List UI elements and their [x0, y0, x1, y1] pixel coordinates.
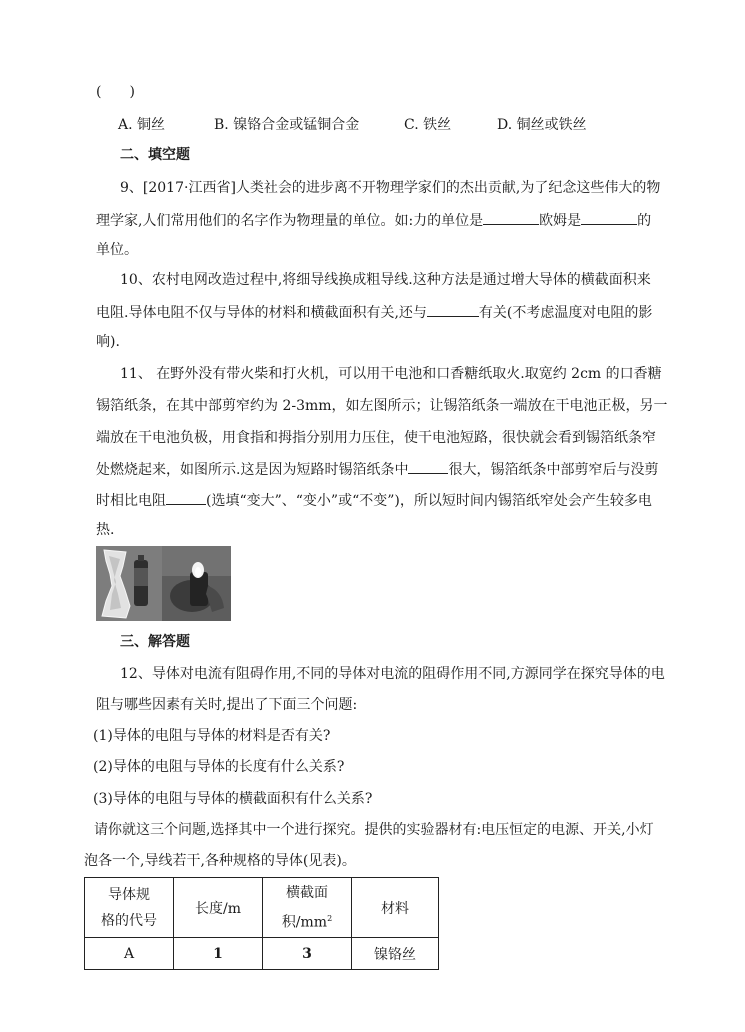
q10-line-2 [96, 302, 652, 323]
q9-text-a: 理学家,人们常用他们的名字作为物理量的单位。如:力的单位是 [96, 213, 484, 229]
table-header-row [85, 878, 439, 938]
q9-blank-1[interactable] [483, 210, 539, 225]
q11-text-b: 很大，锡箔纸条中部剪窄后与没剪 [448, 462, 659, 478]
q9-line-1: 9、[2017·江西省]人类社会的进步离不开物理学家们的杰出贡献,为了纪念这些伟大的物 [120, 180, 661, 196]
header-code-line-2: 格的代号 [101, 912, 157, 929]
q11-blank-2[interactable] [166, 490, 206, 505]
q10-line-1: 10、农村电网改造过程中,将细导线换成粗导线.这种方法是通过增大导体的横截面积来 [120, 272, 651, 288]
header-area-line-1: 横截面 [286, 884, 328, 901]
header-material: 材料 [352, 878, 439, 938]
q9-text-c: 的 [637, 213, 652, 229]
q12-line-2: 阻与哪些因素有关时,提出了下面三个问题: [96, 697, 358, 713]
header-length: 长度/m [174, 878, 263, 938]
answer-bracket: ( ) [96, 84, 135, 100]
burning-tinfoil-image [162, 546, 231, 621]
q11-text-d: (选填“变大”、“变小”或“不变”)，所以短时间内锡箔纸窄处会产生较多电 [206, 493, 652, 509]
header-area-line-2 [267, 906, 347, 936]
q11-line-3: 端放在干电池负极，用食指和拇指分别用力压住，使干电池短路，很快就会看到锡箔纸条窄 [96, 430, 656, 446]
conductor-spec-table [84, 877, 439, 970]
q11-text-a: 处燃烧起来，如图所示.这是因为短路时锡箔纸条中 [96, 462, 409, 478]
q12-subquestion-1: (1)导体的电阻与导体的材料是否有关? [93, 728, 331, 744]
cell-code: A [85, 938, 174, 970]
q12-subquestion-2: (2)导体的电阻与导体的长度有什么关系? [93, 759, 345, 775]
q10-blank-1[interactable] [427, 302, 479, 317]
tinfoil-strip-photo [96, 546, 162, 621]
q11-line-6: 热. [96, 522, 115, 538]
q12-line-3: 请你就这三个问题,选择其中一个进行探究。提供的实验器材有:电压恒定的电源、开关,小灯 [94, 822, 654, 838]
q11-line-1: 11、 在野外没有带火柴和打火机，可以用干电池和口香糖纸取火.取宽约 2cm 的口香糖 [120, 366, 662, 382]
header-area [263, 878, 352, 938]
q12-line-4: 泡各一个,导线若干,各种规格的导体(见表)。 [84, 853, 356, 869]
option-b: B. 镍铬合金或锰铜合金 [214, 117, 360, 133]
q11-line-2: 锡箔纸条，在其中部剪窄约为 2-3mm，如左图所示；让锡箔纸条一端放在干电池正极，另一 [96, 398, 668, 414]
burning-tinfoil-photo [162, 546, 231, 621]
q9-line-3: 单位。 [96, 242, 138, 258]
q9-blank-2[interactable] [581, 210, 637, 225]
q10-line-3: 响). [96, 334, 120, 350]
cell-material: 镍铬丝 [352, 938, 439, 970]
q12-line-1: 12、导体对电流有阻碍作用,不同的导体对电流的阻碍作用不同,方源同学在探究导体的电 [120, 666, 665, 682]
q11-line-4 [96, 459, 658, 480]
section-title-answer: 三、解答题 [120, 634, 190, 650]
header-area-exponent: 2 [327, 913, 333, 923]
q11-line-5 [96, 490, 652, 511]
table-row [85, 938, 439, 970]
header-area-unit: 积/mm [281, 914, 328, 931]
tinfoil-strip-image [96, 546, 162, 621]
q11-blank-1[interactable] [408, 459, 448, 474]
q10-text-b: 有关(不考虑温度对电阻的影 [478, 305, 653, 321]
tinfoil-battery-photo [96, 546, 231, 621]
q12-subquestion-3: (3)导体的电阻与导体的横截面积有什么关系? [93, 791, 373, 807]
q11-text-c: 时相比电阻 [96, 493, 166, 509]
section-title-fill-blank: 二、填空题 [120, 147, 190, 163]
q9-line-2 [96, 210, 651, 231]
cell-area: 3 [263, 938, 352, 970]
option-a: A. 铜丝 [118, 117, 166, 133]
option-c: C. 铁丝 [404, 117, 452, 133]
header-code [85, 878, 174, 938]
header-code-line-1: 导体规 [108, 886, 150, 903]
q10-text-a: 电阻.导体电阻不仅与导体的材料和横截面积有关,还与 [96, 305, 427, 321]
q9-text-b: 欧姆是 [539, 213, 582, 229]
cell-length: 1 [174, 938, 263, 970]
option-d: D. 铜丝或铁丝 [497, 117, 587, 133]
